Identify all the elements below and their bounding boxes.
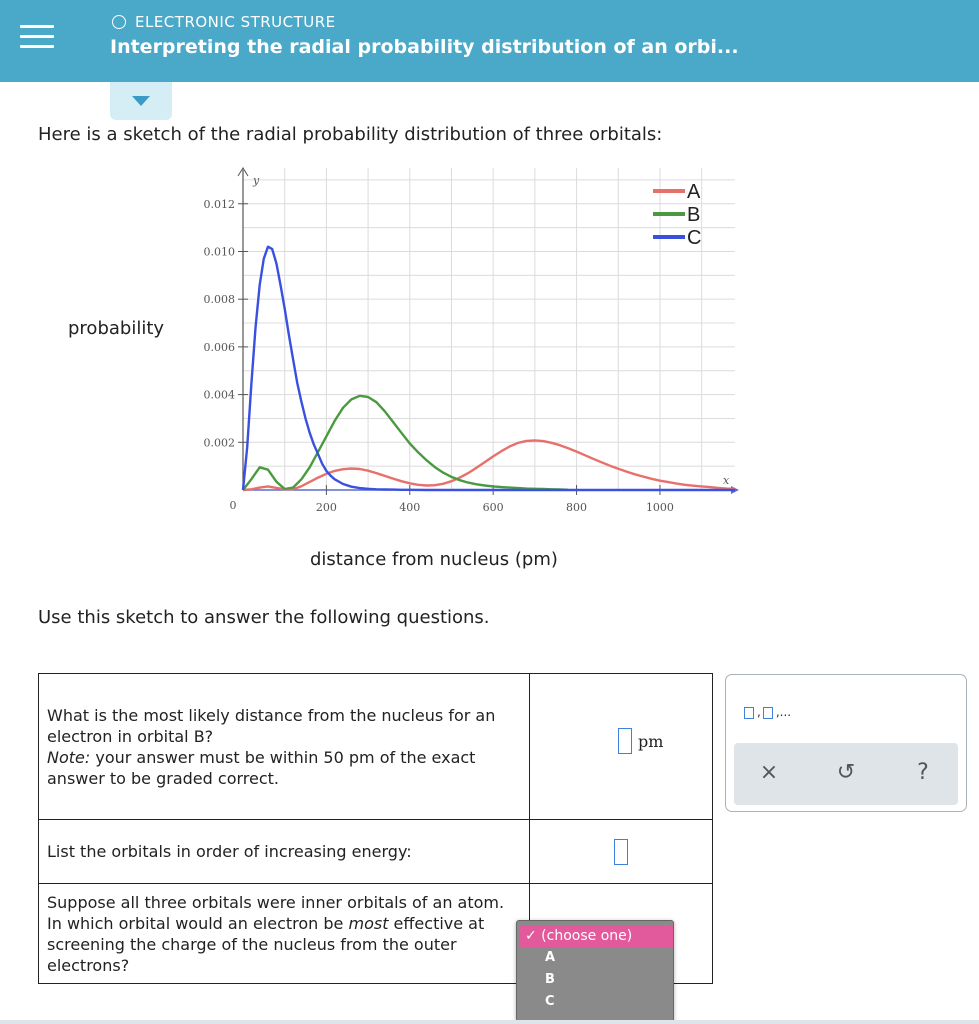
origin-label: 0 — [229, 499, 237, 512]
select-option-b[interactable]: B — [545, 972, 555, 987]
box-icon — [744, 707, 754, 719]
y-tick-label: 0.008 — [203, 293, 235, 307]
answer-1-cell — [530, 674, 713, 820]
y-axis-symbol: y — [253, 174, 260, 187]
question-1-note-text: your answer must be within 50 pm of the exact answer to be graded correct. — [47, 747, 476, 788]
y-tick-label: 0.004 — [203, 388, 235, 402]
top-bar — [0, 0, 979, 82]
x-tick-label: 1000 — [645, 501, 674, 514]
instructions-text: Use this sketch to answer the following questions. — [38, 607, 490, 628]
answer-2-cell — [530, 820, 713, 884]
select-option-c[interactable]: C — [545, 994, 555, 1009]
question-1-text: What is the most likely distance from the nucleus for an electron in orbital B? — [47, 705, 496, 746]
x-tick-label: 800 — [566, 501, 588, 514]
order-input[interactable] — [614, 839, 628, 865]
menu-icon[interactable] — [20, 25, 54, 55]
bottom-divider — [0, 1020, 979, 1024]
question-3-emphasis: most — [348, 913, 389, 933]
series-line-a — [243, 440, 735, 490]
unit-label: pm — [638, 731, 664, 751]
select-option-selected[interactable]: ✓ (choose one) — [519, 925, 673, 947]
collapse-toggle-button[interactable] — [110, 82, 172, 120]
legend-label-c: C — [687, 227, 702, 249]
intro-text: Here is a sketch of the radial probability distribution of three orbitals: — [38, 124, 663, 145]
question-2-text: List the orbitals in order of increasing energy: — [47, 842, 412, 861]
help-icon[interactable]: ? — [917, 760, 929, 785]
y-axis-label: probability — [68, 318, 165, 339]
tools-bar — [734, 743, 958, 805]
list-entry-button[interactable]: , ,... — [744, 705, 793, 719]
legend-label-b: B — [687, 204, 701, 226]
x-tick-label: 200 — [315, 501, 337, 514]
page-title: Interpreting the radial probability distribution of an orbi... — [110, 36, 739, 58]
answer-tools-panel — [725, 674, 967, 812]
circle-icon — [112, 15, 126, 29]
x-tick-label: 600 — [482, 501, 504, 514]
x-axis-symbol: x — [723, 474, 730, 487]
question-3-text-a: Suppose all three orbitals were inner orbitals of an atom. In which orbital would an electron be — [47, 892, 505, 933]
question-3-text-b: effective at screening the charge of the nucleus from the outer electrons? — [47, 913, 485, 975]
section-label — [112, 13, 336, 31]
y-tick-label: 0.006 — [203, 340, 235, 354]
y-tick-label: 0.012 — [203, 197, 235, 211]
x-tick-label: 400 — [399, 501, 421, 514]
series-line-c — [243, 247, 735, 490]
y-tick-label: 0.002 — [203, 436, 235, 450]
distance-input[interactable] — [618, 728, 632, 754]
x-axis-label: distance from nucleus (pm) — [310, 549, 558, 570]
question-3 — [39, 884, 530, 984]
undo-icon[interactable]: ↺ — [836, 760, 856, 785]
radial-probability-chart — [195, 160, 740, 520]
chevron-down-icon — [132, 96, 150, 106]
y-tick-label: 0.010 — [203, 245, 235, 259]
list-label: ,... — [775, 705, 792, 719]
box-icon — [763, 707, 773, 719]
section-name: ELECTRONIC STRUCTURE — [135, 13, 336, 31]
question-1-note-label: Note: — [47, 747, 91, 767]
clear-icon[interactable]: × — [759, 760, 779, 785]
legend-label-a: A — [687, 181, 701, 203]
orbital-select[interactable] — [516, 920, 674, 1022]
select-option-a[interactable]: A — [545, 950, 556, 965]
question-2 — [39, 820, 530, 884]
question-1 — [39, 674, 530, 820]
